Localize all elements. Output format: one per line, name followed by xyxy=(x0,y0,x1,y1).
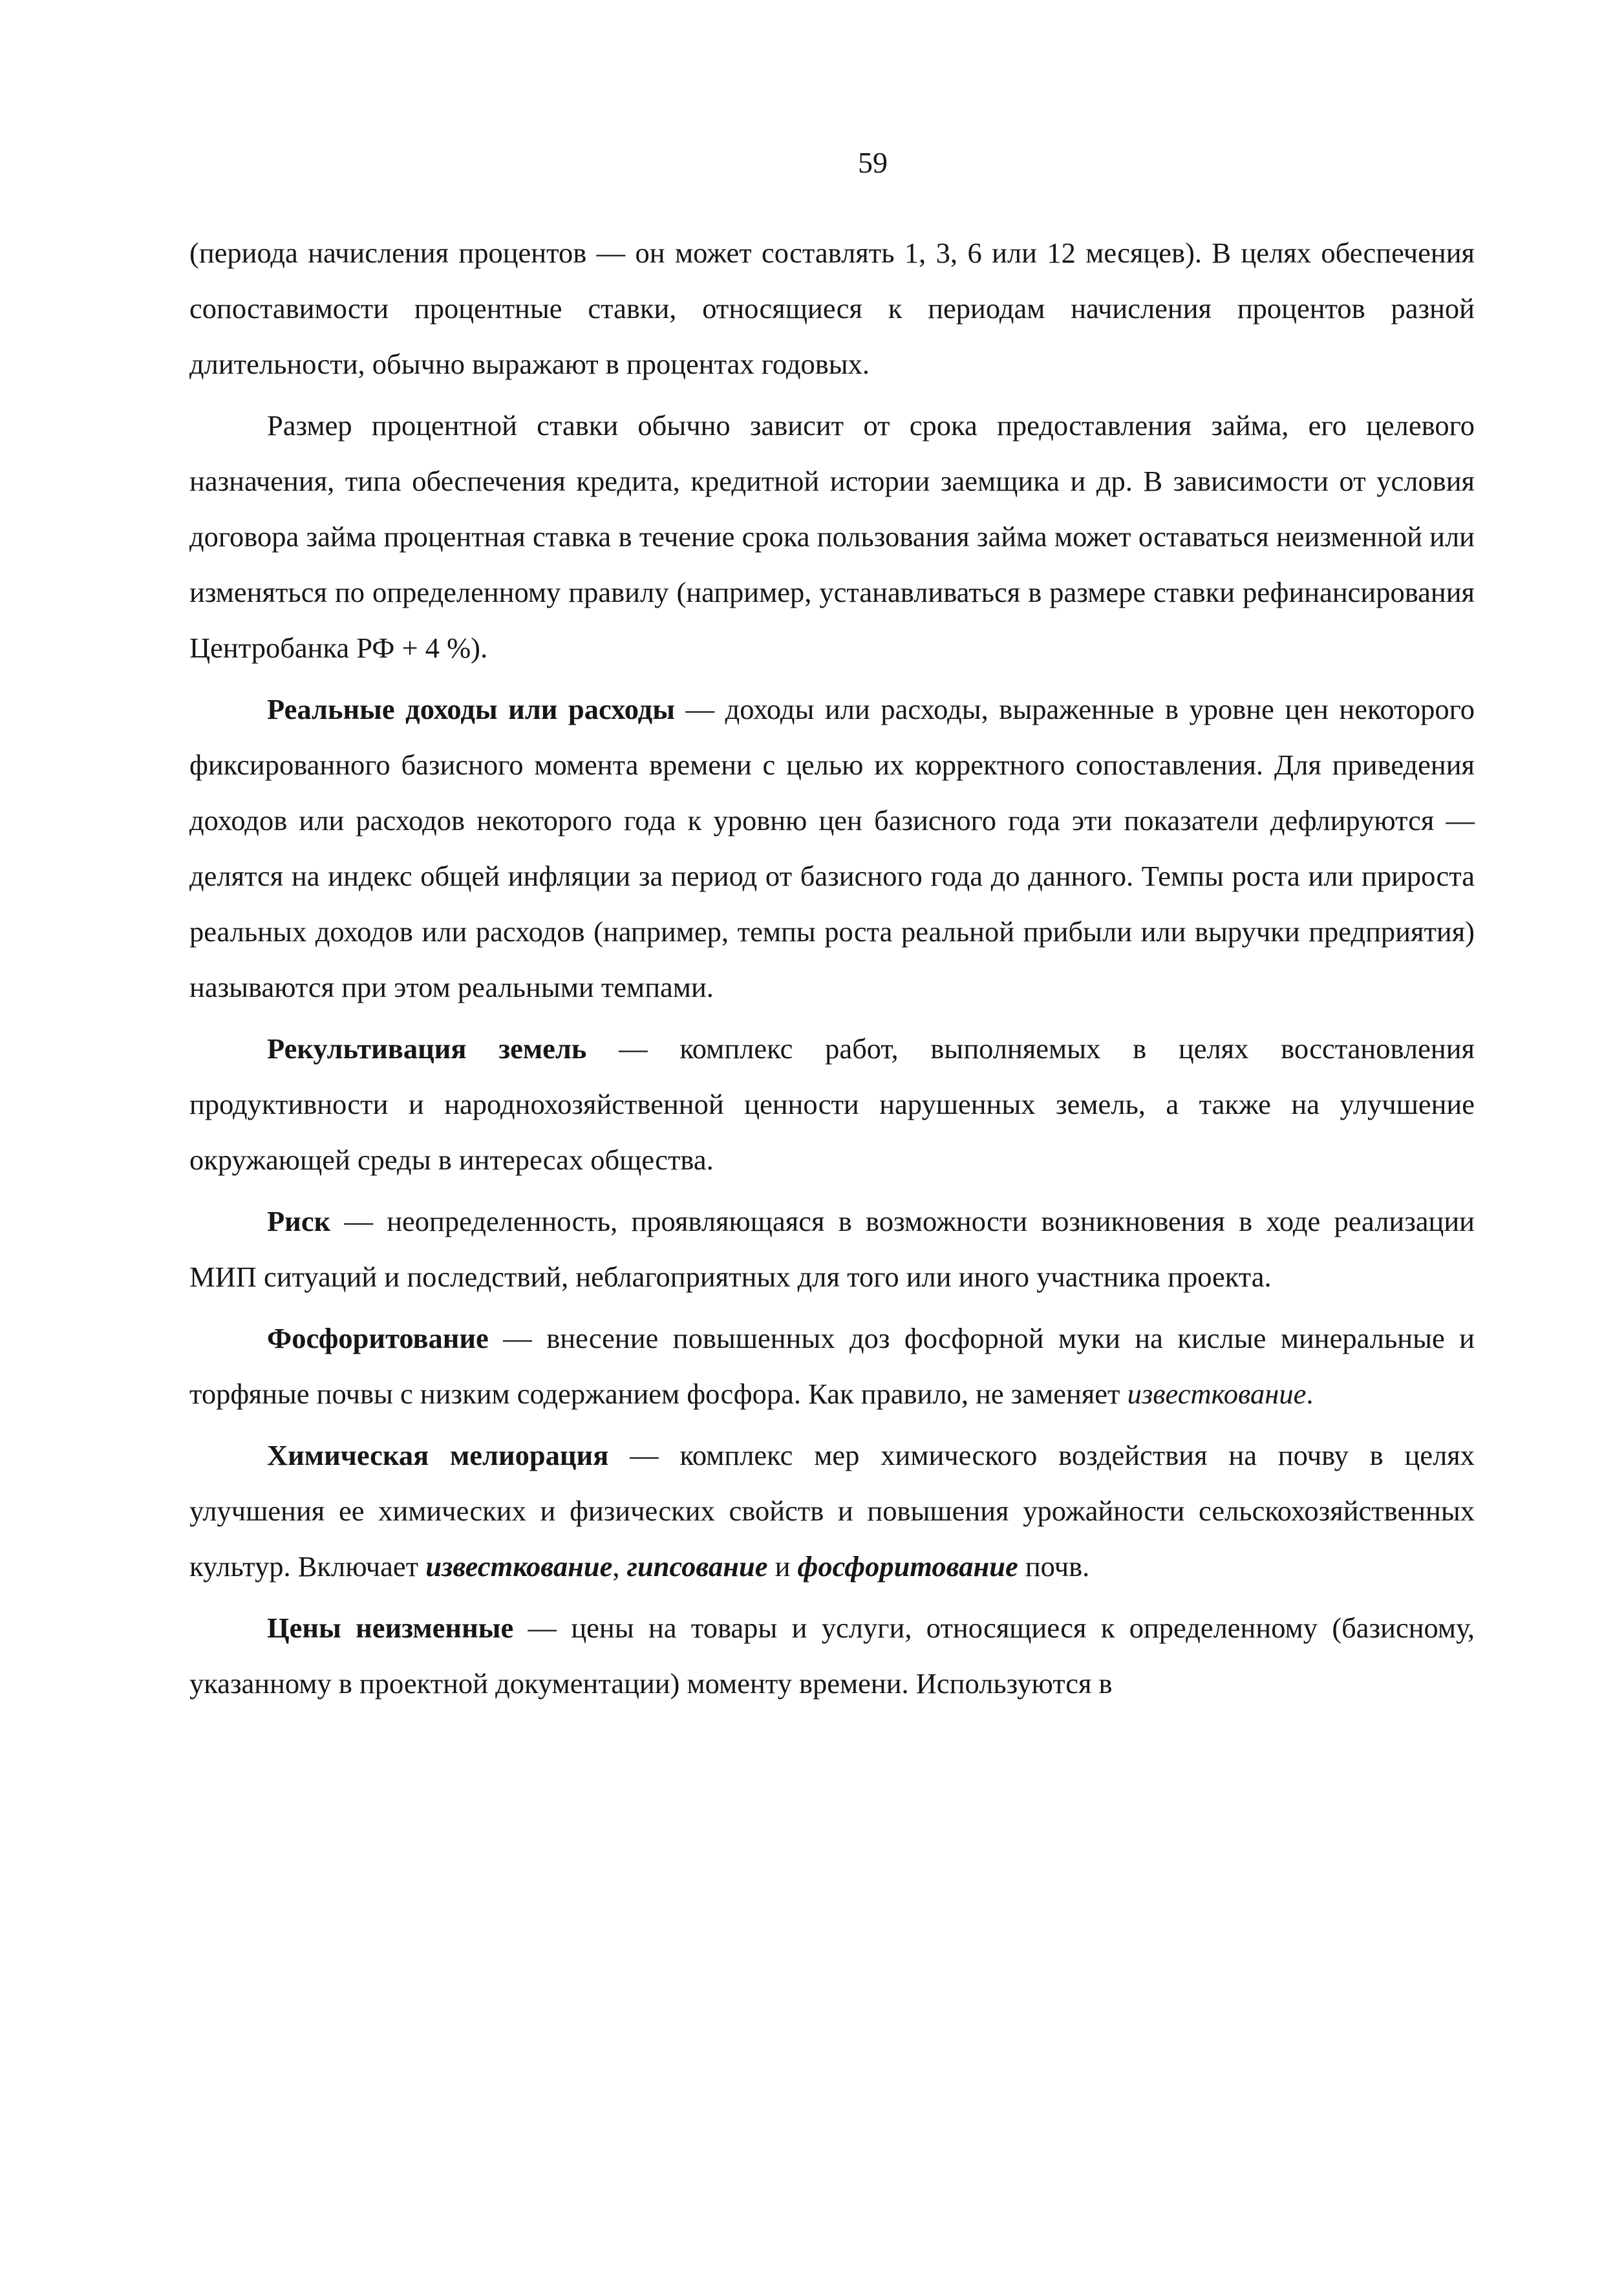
definition-text: — доходы или расходы, выраженные в уровне цен некоторого фиксированного базисного момента времени с целью их корректного сопоставления. Для приведения доходов или расходов некоторого года к уровню цен базисного года эти показатели дефлируются — делятся на индекс общей инфляции за период от базисного года до данного. Темпы роста или прироста реальных доходов или расходов (например, темпы роста реальной прибыли или выручки предприятия) называются при этом реальными темпами. xyxy=(189,693,1475,1003)
cross-reference: фосфоритование xyxy=(797,1550,1018,1583)
cross-reference: гипсование xyxy=(626,1550,768,1583)
definition-text: — комплекс мер химического воздействия на почву в целях улучшения ее химических и физических свойств и повышения урожайности сельскохозяйственных культур. Включает xyxy=(189,1439,1475,1583)
cross-reference: известкование xyxy=(1127,1378,1307,1410)
defined-term: Фосфоритование xyxy=(267,1322,489,1354)
defined-term: Риск xyxy=(267,1205,331,1237)
definition-text: — внесение повышенных доз фосфорной муки на кислые минеральные и торфяные почвы с низким содержанием фосфора. Как правило, не заменяет xyxy=(189,1322,1475,1410)
cross-reference: известкование xyxy=(425,1550,613,1583)
paragraph xyxy=(189,398,1475,676)
paragraph-text: Размер процентной ставки обычно зависит от срока предоставления займа, его целевого назначения, типа обеспечения кредита, кредитной истории заемщика и др. В зависимости от условия договора займа процентная ставка в течение срока пользования займа может оставаться неизменной или изменяться по определенному правилу (например, устанавливаться в размере ставки рефинансирования Центробанка РФ + 4 %). xyxy=(189,409,1475,664)
defined-term: Цены неизменные xyxy=(267,1612,514,1644)
defined-term: Химическая мелиорация xyxy=(267,1439,609,1471)
definition-text: и xyxy=(767,1550,798,1583)
defined-term: Рекультивация земель xyxy=(267,1032,587,1065)
definition-text: , xyxy=(612,1550,627,1583)
definition-text: — комплекс работ, выполняемых в целях восстановления продуктивности и народнохозяйственной ценности нарушенных земель, а также на улучшение окружающей среды в интересах общества. xyxy=(189,1032,1475,1176)
definition-text: — неопределенность, проявляющаяся в возможности возникновения в ходе реализации МИП ситуаций и последствий, неблагоприятных для того или иного участника проекта. xyxy=(189,1205,1475,1293)
defined-term: Реальные доходы или расходы xyxy=(267,693,675,725)
definition-paragraph xyxy=(189,1427,1475,1594)
definition-text: — цены на товары и услуги, относящиеся к определенному (базисному, указанному в проектной документации) моменту времени. Используются в xyxy=(189,1612,1475,1700)
definition-text: . xyxy=(1306,1378,1314,1410)
paragraph-text: (периода начисления процентов — он может составлять 1, 3, 6 или 12 месяцев). В целях обеспечения сопоставимости процентные ставки, относящиеся к периодам начисления процентов разной длительности, обычно выражают в процентах годовых. xyxy=(189,237,1475,380)
definition-paragraph xyxy=(189,1021,1475,1188)
text-body xyxy=(189,225,1475,1711)
definition-paragraph xyxy=(189,1193,1475,1305)
paragraph xyxy=(189,225,1475,392)
definition-text: почв. xyxy=(1018,1550,1090,1583)
definition-paragraph xyxy=(189,1600,1475,1711)
definition-paragraph xyxy=(189,681,1475,1015)
page-number: 59 xyxy=(858,146,888,179)
definition-paragraph xyxy=(189,1310,1475,1422)
